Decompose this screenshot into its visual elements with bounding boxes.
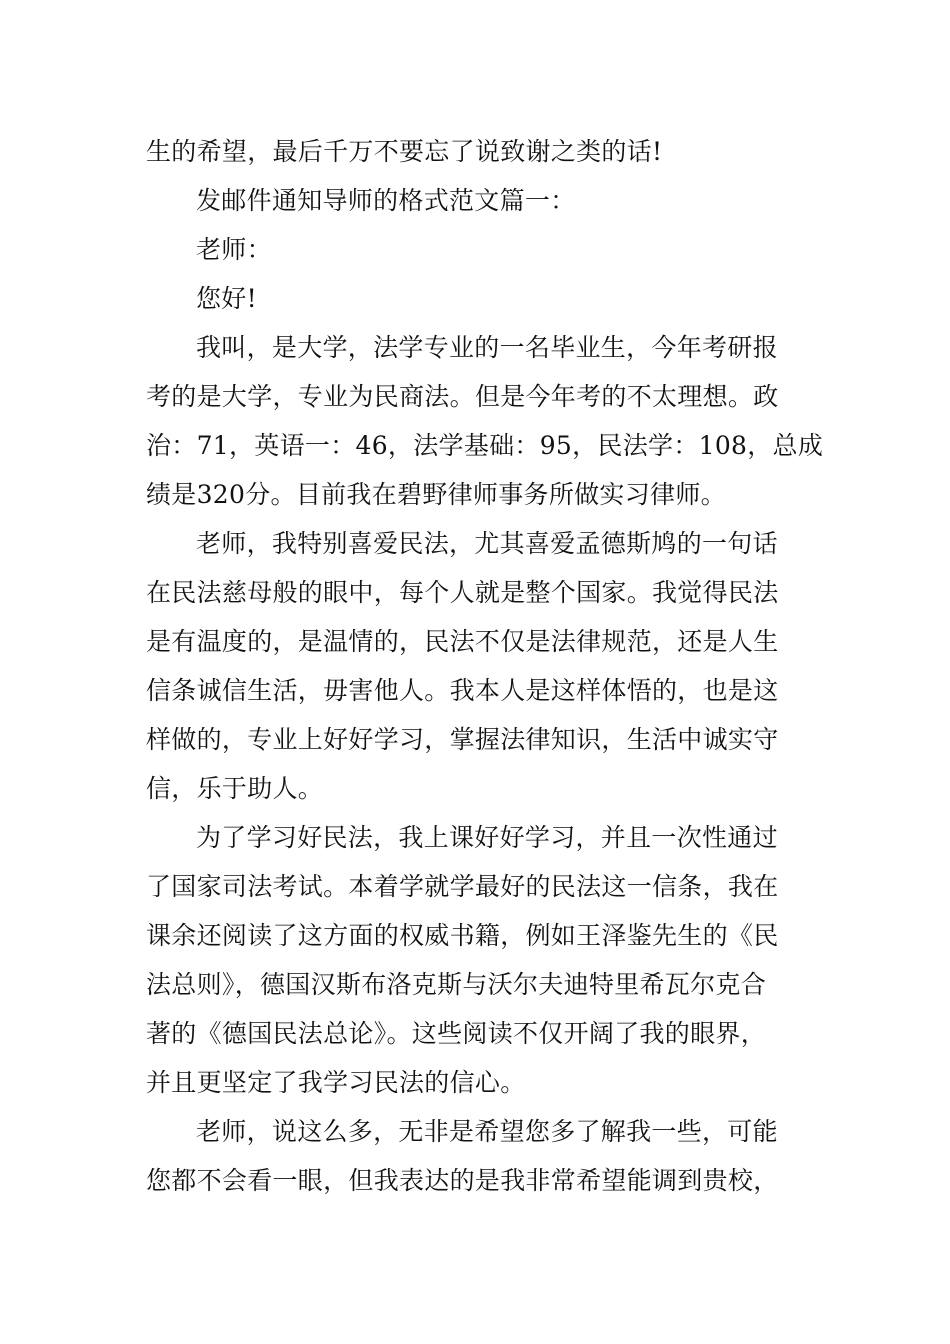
salutation: 老师：	[196, 235, 272, 264]
text-line: 并且更坚定了我学习民法的信心。	[146, 1068, 526, 1097]
text-line: 您都不会看一眼，但我表达的是我非常希望能调到贵校，	[146, 1166, 779, 1195]
section-heading: 发邮件通知导师的格式范文篇一：	[196, 186, 576, 215]
text-line: 治：71，英语一：46，法学基础：95，民法学：108，总成	[146, 431, 824, 460]
text-line: 在民法慈母般的眼中，每个人就是整个国家。我觉得民法	[146, 578, 779, 607]
text-line: 样做的，专业上好好学习，掌握法律知识，生活中诚实守	[146, 725, 779, 754]
text-line: 我叫，是大学，法学专业的一名毕业生，今年考研报	[196, 333, 778, 362]
text-line: 是有温度的，是温情的，民法不仅是法律规范，还是人生	[146, 627, 779, 656]
text-line: 考的是大学，专业为民商法。但是今年考的不太理想。政	[146, 382, 779, 411]
text-line: 绩是320分。目前我在碧野律师事务所做实习律师。	[146, 480, 726, 509]
text-line: 老师，我特别喜爱民法，尤其喜爱孟德斯鸠的一句话	[196, 529, 778, 558]
text-line: 著的《德国民法总论》。这些阅读不仅开阔了我的眼界，	[146, 1019, 767, 1048]
document-body	[146, 127, 824, 1205]
text-line: 为了学习好民法，我上课好好学习，并且一次性通过	[196, 823, 778, 852]
text-line: 生的希望，最后千万不要忘了说致谢之类的话!	[146, 137, 663, 166]
text-line: 信，乐于助人。	[146, 774, 324, 803]
text-line: 法总则》，德国汉斯布洛克斯与沃尔夫迪特里希瓦尔克合	[146, 970, 767, 999]
text-line: 老师，说这么多，无非是希望您多了解我一些，可能	[196, 1117, 778, 1146]
text-line: 课余还阅读了这方面的权威书籍，例如王泽鉴先生的《民	[146, 921, 779, 950]
text-line: 了国家司法考试。本着学就学最好的民法这一信条，我在	[146, 872, 779, 901]
text-line: 信条诚信生活，毋害他人。我本人是这样体悟的，也是这	[146, 676, 779, 705]
greeting: 您好!	[196, 284, 257, 313]
